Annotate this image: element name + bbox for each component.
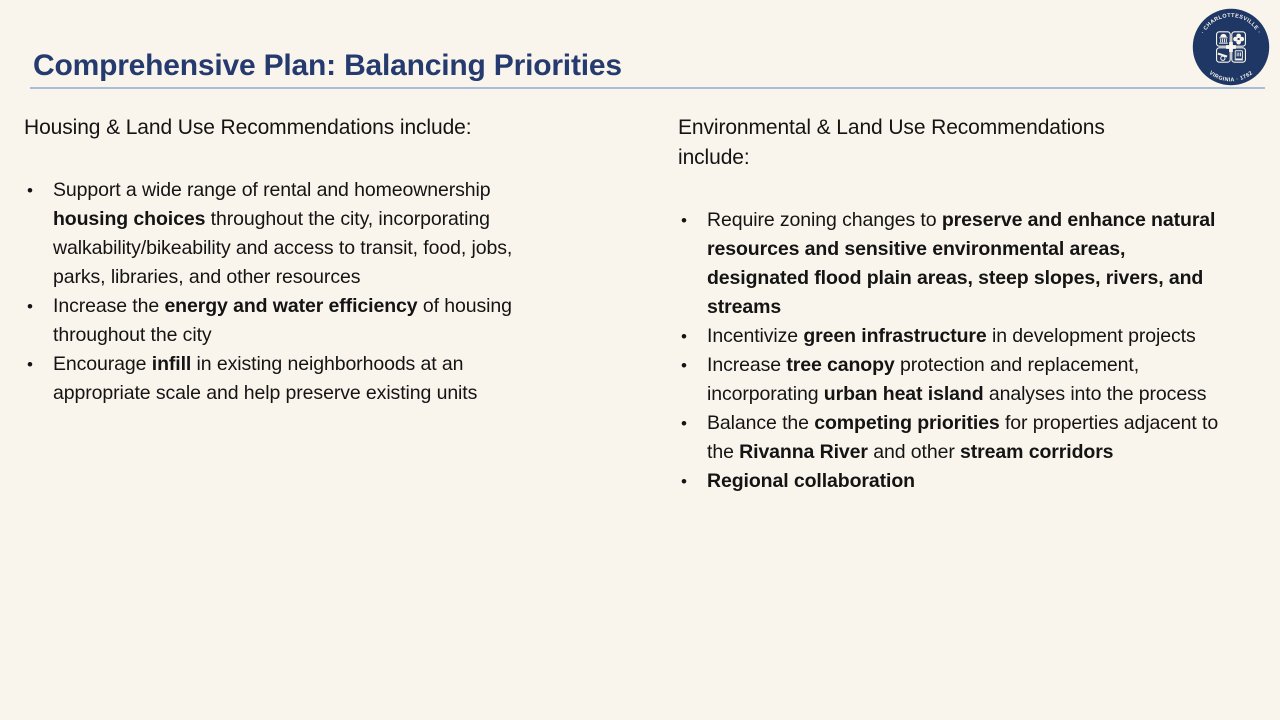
environment-bullet-list — [678, 206, 1224, 496]
bullet-item — [24, 350, 564, 408]
bullet-marker-icon: • — [681, 327, 687, 346]
bullet-text: Require zoning changes to preserve and enhance natural resources and sensitive environmental areas, designated flood plain areas, steep slopes, rivers, and streams — [707, 209, 1216, 318]
bullet-item — [678, 467, 1224, 496]
bullet-text: Support a wide range of rental and homeownership housing choices throughout the city, incorporating walkability/bikeability and access to transit, food, jobs, parks, libraries, and other resources — [53, 179, 513, 288]
housing-heading: Housing & Land Use Recommendations include: — [24, 116, 472, 139]
bullet-item — [678, 351, 1224, 409]
seal-ring-top-text: · CHARLOTTESVILLE · — [1200, 12, 1262, 36]
housing-column — [24, 113, 564, 408]
environment-column — [678, 113, 1224, 496]
bullet-text: Balance the competing priorities for properties adjacent to the Rivanna River and other stream corridors — [707, 412, 1219, 463]
bullet-text: Regional collaboration — [707, 470, 915, 492]
bullet-marker-icon: • — [681, 414, 687, 433]
housing-bullet-list — [24, 176, 564, 408]
environment-heading: Environmental & Land Use Recommendations include: — [678, 116, 1105, 169]
bullet-text: Increase tree canopy protection and replacement, incorporating urban heat island analyses into the process — [707, 354, 1207, 405]
page-title: Comprehensive Plan: Balancing Priorities — [33, 49, 622, 82]
bullet-text: Increase the energy and water efficiency of housing throughout the city — [53, 295, 512, 346]
header-divider — [30, 87, 1265, 89]
bullet-marker-icon: • — [681, 356, 687, 375]
content-columns — [0, 113, 1280, 713]
bullet-marker-icon: • — [681, 211, 687, 230]
bullet-item — [24, 176, 564, 292]
bullet-marker-icon: • — [27, 181, 33, 200]
seal-graphic — [1192, 8, 1270, 86]
city-seal-logo — [1192, 8, 1270, 86]
bullet-item — [678, 409, 1224, 467]
bullet-item — [678, 322, 1224, 351]
seal-ring-bottom-text: VIRGINIA · 1762 — [1207, 70, 1255, 84]
bullet-text: Encourage infill in existing neighborhoods at an appropriate scale and help preserve existing units — [53, 353, 478, 404]
bullet-marker-icon: • — [27, 297, 33, 316]
bullet-marker-icon: • — [681, 472, 687, 491]
bullet-item — [678, 206, 1224, 322]
bullet-text: Incentivize green infrastructure in development projects — [707, 325, 1196, 347]
bullet-item — [24, 292, 564, 350]
bullet-marker-icon: • — [27, 355, 33, 374]
